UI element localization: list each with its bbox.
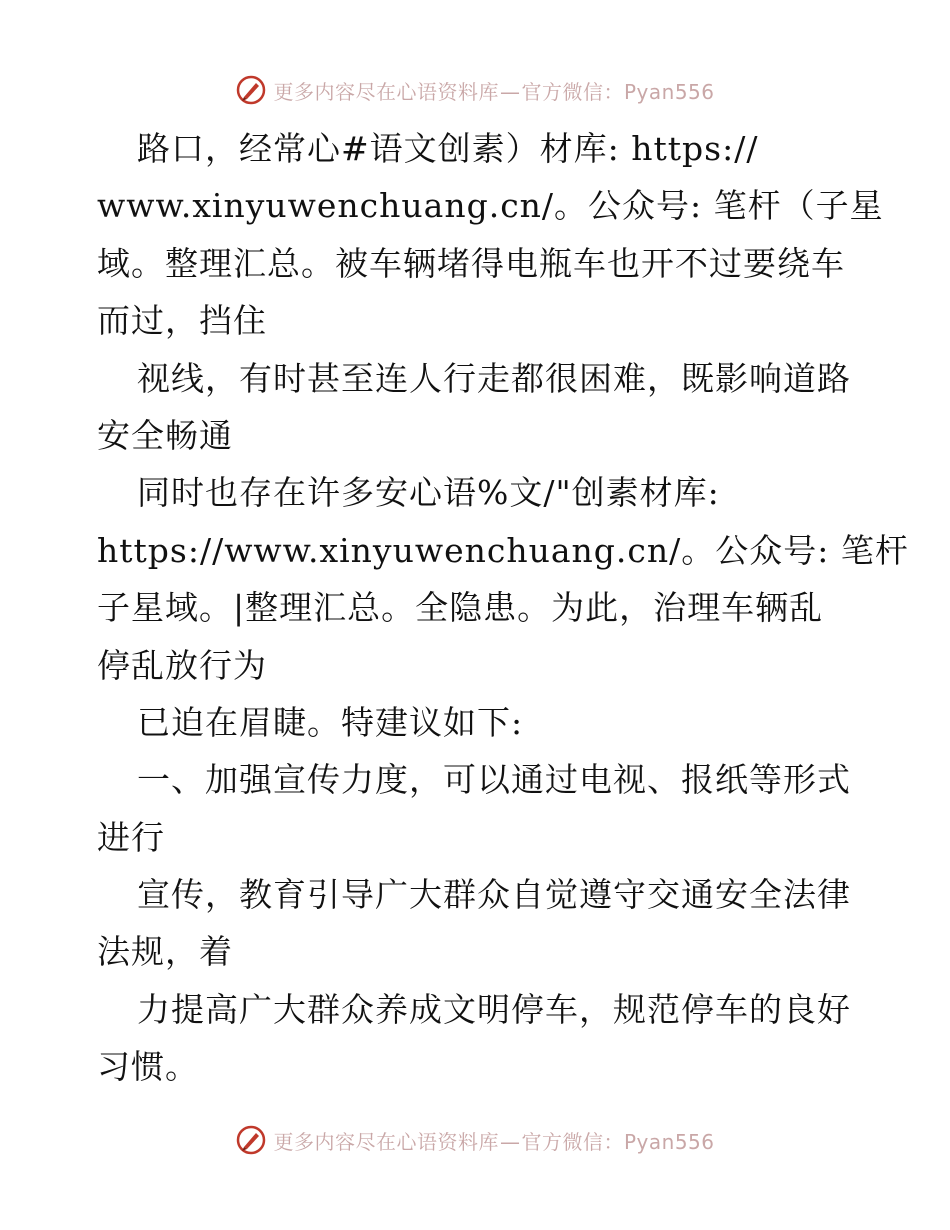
text-line: 域。整理汇总。被车辆堵得电瓶车也开不过要绕车 (97, 243, 845, 283)
text-line: 路口，经常心#语文创素）材库: https:// (137, 129, 759, 168)
document-body (97, 120, 909, 1096)
text-line: 力提高广大群众养成文明停车，规范停车的良好 (137, 989, 851, 1029)
text-line: 宣传，教育引导广大群众自觉遵守交通安全法律 (137, 875, 851, 915)
text-line: 同时也存在许多安心语%文/"创素材库: (137, 473, 720, 513)
header-banner (0, 70, 950, 110)
banner-dash: — (499, 79, 521, 104)
text-line: 习惯。 (97, 1047, 199, 1087)
footer-banner (0, 1120, 950, 1160)
banner-wechat-id: Pyan556 (623, 1129, 715, 1154)
text-line: 一、加强宣传力度，可以通过电视、报纸等形式 (137, 760, 851, 800)
pen-logo-icon (235, 1124, 267, 1156)
banner-main-text: 更多内容尽在心语资料库 (273, 79, 499, 104)
banner-wechat-label: 官方微信： (521, 79, 624, 104)
text-line: www.xinyuwenchuang.cn/。公众号: 笔杆（子星 (97, 186, 884, 226)
text-line: 进行 (97, 817, 165, 857)
pen-logo-icon (235, 74, 267, 106)
header-banner-text (273, 76, 714, 105)
text-line: 子星域。|整理汇总。全隐患。为此，治理车辆乱 (97, 588, 824, 628)
text-line: https://www.xinyuwenchuang.cn/。公众号: 笔杆 (97, 530, 909, 570)
text-line: 已迫在眉睫。特建议如下: (137, 702, 524, 742)
text-line: 停乱放行为 (97, 645, 267, 685)
banner-wechat-label: 官方微信： (521, 1129, 624, 1154)
banner-wechat-id: Pyan556 (623, 79, 715, 104)
text-line: 安全畅通 (97, 415, 233, 455)
banner-dash: — (499, 1129, 521, 1154)
text-line: 而过，挡住 (97, 301, 267, 341)
footer-banner-text (273, 1126, 714, 1155)
text-line: 视线，有时甚至连人行走都很困难，既影响道路 (137, 358, 851, 398)
banner-main-text: 更多内容尽在心语资料库 (273, 1129, 499, 1154)
text-line: 法规，着 (97, 932, 233, 972)
